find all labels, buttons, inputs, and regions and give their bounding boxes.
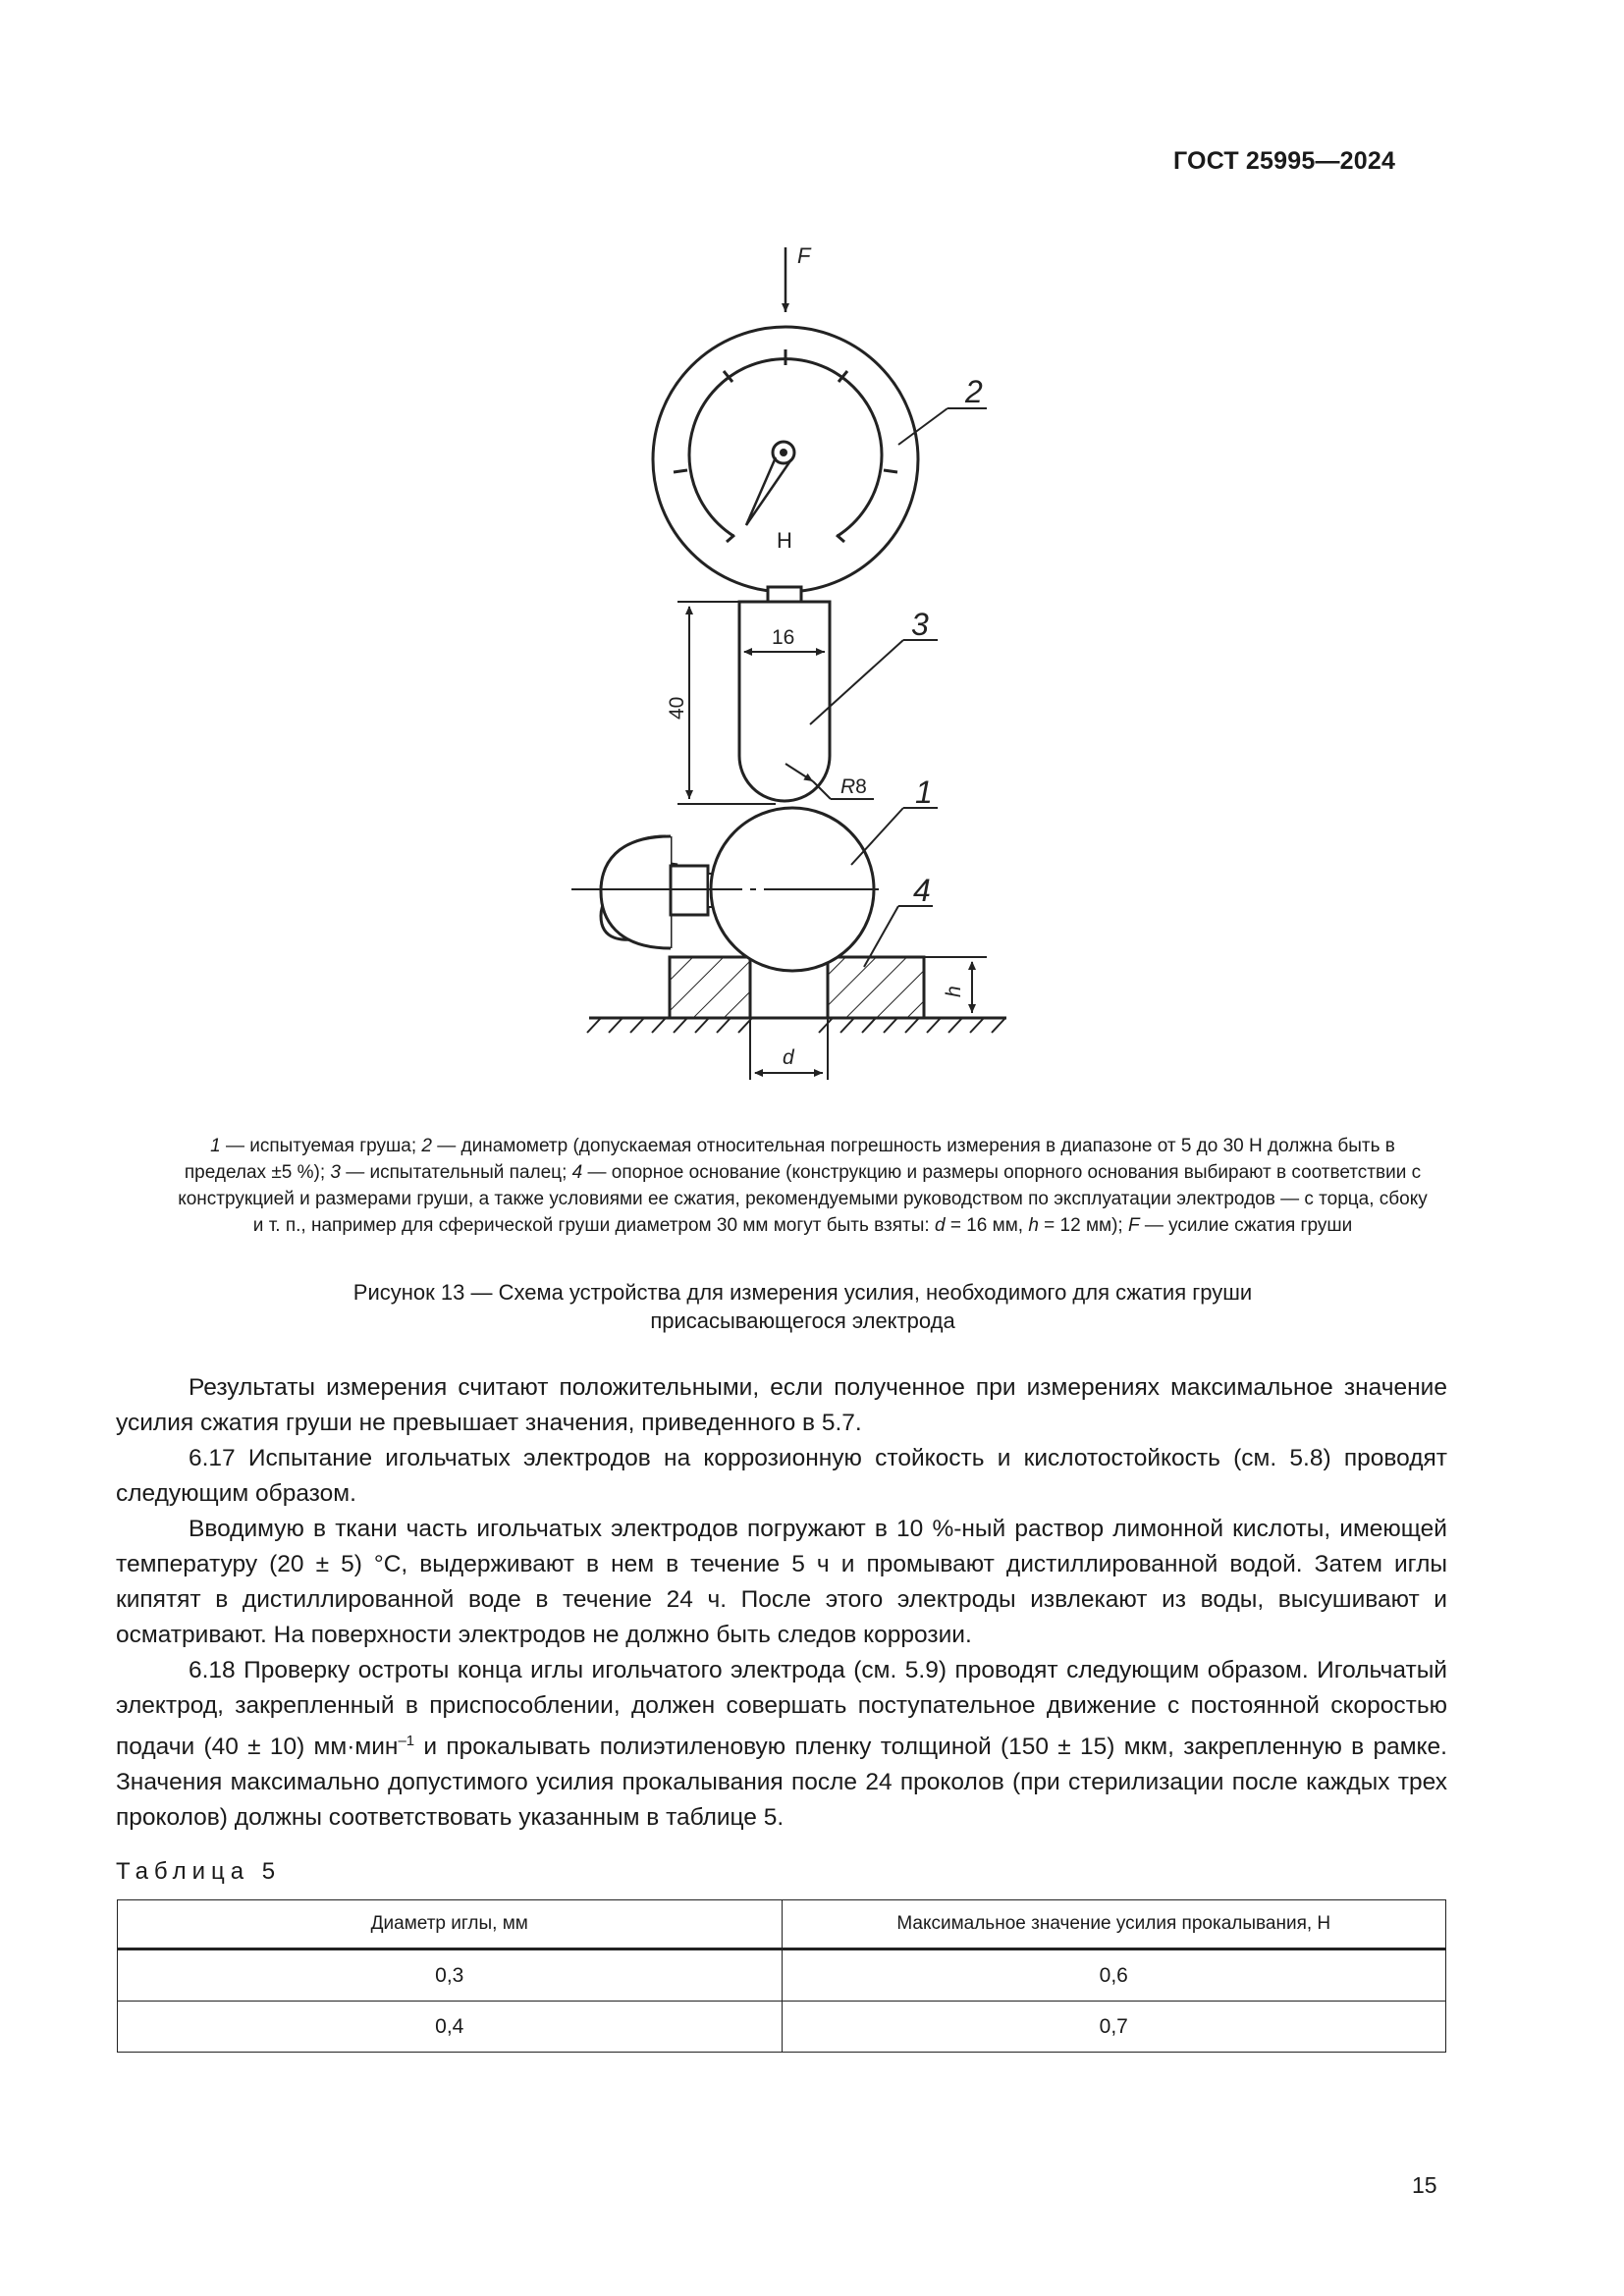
table-cell: 0,4 [118,2002,783,2053]
legend-text-2: — динамометр (допускаемая относительная погрешность измерения в диапазоне от 5 до 30 Н должна быть в пределах ±5 %); [184,1136,1395,1183]
legend-f-text: — усилие сжатия груши [1139,1215,1353,1236]
figure-13-diagram [0,0,1624,1119]
paragraph-6-18 [116,1653,1447,1836]
paragraph-results: Результаты измерения считают положительными, если полученное при измерениях максимальное значение усилия сжатия груши не превышает значения, приведенного в 5.7. [116,1374,1447,1436]
superscript-minus-one: –1 [398,1733,415,1749]
legend-h-value: = 12 мм); [1038,1215,1128,1236]
callout-2-label: 2 [965,374,983,409]
legend-text-3: — испытательный палец; [340,1162,572,1183]
dimension-h-label: h [943,986,965,997]
caption-line-1: Рисунок 13 — Схема устройства для измерения усилия, необходимого для сжатия груши [352,1280,1253,1305]
legend-num-3: 3 [330,1162,341,1183]
table-label: Таблица 5 [116,1858,282,1885]
legend-num-1: 1 [210,1136,221,1156]
radius-label: R8 [840,775,867,798]
table-5 [117,1899,1446,2053]
dial-unit-label: Н [777,528,792,553]
dimension-height-label: 40 [666,696,688,720]
force-label: F [797,243,811,268]
dimension-width-label: 16 [772,626,795,649]
paragraph-corrosion-procedure: Вводимую в ткани часть игольчатых электродов погружают в 10 %-ный раствор лимонной кислоты, имеющей температуру (20 ± 5) °С, выдерживают в нем в течение 5 ч и промывают дистиллированной водой. Затем иглы кипятят в дистиллированной воде в течение 24 ч. После этого электроды извлекают из воды, высушивают и осматривают. На поверхности электродов не должно быть следов коррозии. [116,1516,1447,1648]
table-cell: 0,6 [782,1949,1446,2002]
callout-2-leader [898,408,987,445]
figure-legend [177,1133,1429,1239]
table-cell: 0,3 [118,1949,783,2002]
figure-caption [177,1278,1429,1335]
legend-num-4: 4 [571,1162,583,1183]
callout-3-label: 3 [911,607,929,642]
callout-4-label: 4 [913,873,931,908]
legend-text-1: — испытуемая груша; [220,1136,422,1156]
legend-d-symbol: d [934,1215,946,1236]
legend-num-2: 2 [421,1136,432,1156]
table-cell: 0,7 [782,2002,1446,2053]
legend-d-value: = 16 мм, [945,1215,1029,1236]
caption-line-2: присасывающегося электрода [650,1308,955,1333]
callout-1-label: 1 [915,774,933,810]
legend-h-symbol: h [1028,1215,1039,1236]
table-row [118,1949,1446,2002]
paragraph-6-18-part-a: 6.18 Проверку остроты конца иглы игольчатого электрода (см. 5.9) проводят следующим образом. Игольчатый электрод, закрепленный в приспособлении, должен совершать поступательное движение с постоянной скоростью подачи (40 ± 10) мм·мин [116,1657,1447,1761]
document-header: ГОСТ 25995—2024 [1173,147,1396,175]
page-number: 15 [1412,2172,1437,2198]
ground-hatching [587,1018,1005,1033]
table-row [118,2002,1446,2053]
dial-connector [768,587,801,602]
dial-needle [746,442,794,525]
paragraph-6-18-part-b: и прокалывать полиэтиленовую пленку толщиной (150 ± 15) мкм, закрепленную в рамке. Значения максимально допустимого усилия прокалывания после 24 проколов (при стерилизации после каждых трех проколов) должны соответствовать указанным в таблице 5. [116,1734,1447,1832]
table-header-row [118,1900,1446,1949]
legend-text-4: — опорное основание (конструкцию и размеры опорного основания выбирают в соответствии с конструкцией и размерами груши, а также условиями ее сжатия, рекомендуемыми руководством по эксплуатации электродов — с торца, сбоку и т. п., например для сферической груши диаметром 30 мм могут быть взяты: [178,1162,1428,1236]
table-header-force: Максимальное значение усилия прокалывания, Н [782,1900,1446,1949]
paragraph-6-17: 6.17 Испытание игольчатых электродов на коррозионную стойкость и кислотостойкость (см. 5.8) проводят следующим образом. [116,1445,1447,1507]
table-header-diameter: Диаметр иглы, мм [118,1900,783,1949]
body-text [116,1370,1447,1836]
legend-f-symbol: F [1127,1215,1140,1236]
dimension-d-label: d [783,1046,794,1069]
